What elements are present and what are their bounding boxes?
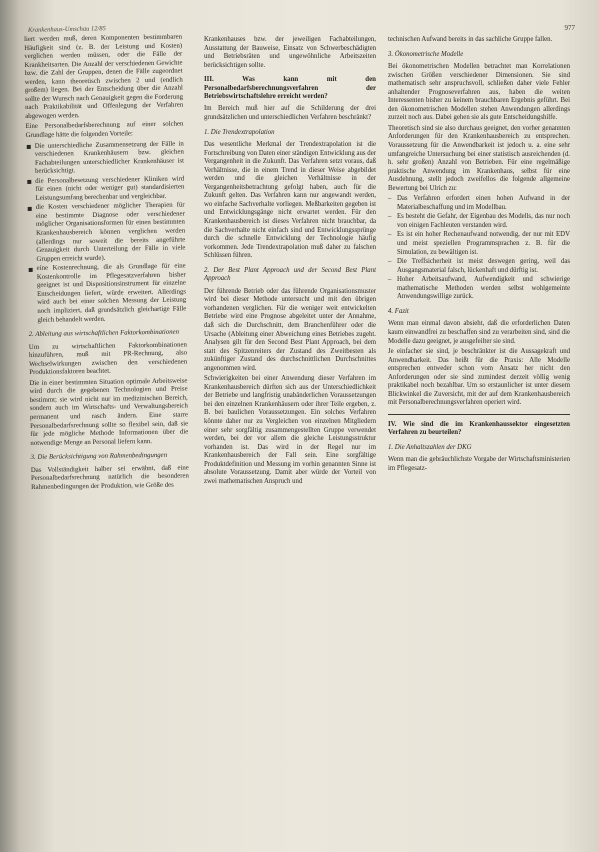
paragraph: Theoretisch sind sie also durchaus geeignet, den vorher genannten Anforderungen für den Krankenhausbereich zu entsprechen. Voraussetzung für die Anwendbarkeit ist jedoch u. a. eine sehr umfangreiche Untersuchung bei einer statistisch ausreichenden (d. h. sehr großen) Anzahl von Betrieben. Für eine regelmäßige praktische Anwendung im Krankenhaus, selbst für eine Ausdehnung, stellt jedoch zweifellos die folgende allgemeine Bewertung bei Ulrich zu:: [388, 124, 570, 192]
section-heading: IV. Wie sind die im Krankenhaussektor eingesetzten Verfahren zu beurteilen?: [388, 420, 570, 437]
paragraph: Das Vollständigkeit halber sei erwähnt, daß eine Personalbedarfsrechnung natürlich die besonderen Rahmenbedingungen der Produktion, wie Größe des: [30, 464, 189, 491]
paragraph: Bei ökonometrischen Modellen betrachtet man Korrelationen zwischen Größen verschiedener Dimensionen. Sie sind mathematisch sehr anspruchsvoll, schließen daher viele Fehler anhaltender Prognoseverfahren aus, haben die weiten Interessenten bisher zu keinem brauchbaren Ergebnis geführt. Bei den ökonometrischen Modellen stehen Anwendungen allerdings zurzeit noch aus. Dabei gehen sie als gute Entscheidungshilfe.: [388, 63, 570, 122]
column-middle: [204, 36, 376, 488]
dash-item: – Es besteht die Gefahr, der Eigenbau des Modells, das nur noch von einigen Fachleuten verstanden wird.: [388, 213, 570, 230]
page-number: 977: [564, 24, 575, 32]
paragraph: Um zu wirtschaftlichen Faktorkombinationen hinzuführen, muß mit PR-Rechnung, also Wechselwirkungen zwischen den verschiedenen Produktionsfaktoren beachtet.: [28, 341, 188, 377]
paragraph: Je einfacher sie sind, je beschränkter ist die Aussagekraft und Anwendbarkeit. Das heißt für die Praxis: Alle Modelle entsprechen entweder schon vom Ansatz her nicht den Anforderungen oder sie sind zumindest derzeit völlig wenig praktikabel noch bezahlbar. Um so erstaunlicher ist unter diesem Blickwinkel die Zuversicht, mit der auf dem Krankenhausbereich mit Personalberechnungsverfahren operiert wird.: [388, 348, 570, 407]
paragraph: Im Bereich muß hier auf die Schilderung der drei grundsätzlichen und unterschiedlichen Verfahren beschränkt?: [204, 105, 376, 121]
bullet-item: die Personalbesetzung verschiedener Kliniken wird für einen (nicht oder weniger gut) standardisierten Leistungsumfang berechenbar und vergleichbar.: [26, 175, 184, 203]
paragraph: liert werden muß, deren Komponenten bestimmbaren Häufigkeit sind (z. B. der Leistung und Kosten) verglichen werden müssen, oder die Fälle der Krankheitsarten. Die Anzahl der verschiedenen Gewichte bzw. die Zahl der Gruppen, denen die Fälle zugeordnet werden, kann theoretisch zwischen 2 und (endlich großem) liegen. Bei der Entscheidung über die Anzahl sollte der Wunsch nach Genauigkeit gegen die Forderung nach Praktikabilität und Offenlegung der Verfahren abgewogen werden.: [24, 33, 184, 120]
paragraph: Wenn man einmal davon absieht, daß die erforderlichen Daten kaum einwandfrei zu beschaffen sind zu verarbeiten sind, sind die Modelle dazu geeignet, je ausgefeilter sie sind.: [388, 320, 570, 345]
paragraph: Eine Personalbedarfsberechnung auf einer solchen Grundlage hätte die folgenden Vorteile:: [25, 120, 184, 140]
subsection-heading: 2. Ableitung aus wirtschaftlichen Faktorkombinationen: [28, 328, 180, 339]
dash-item: – Es ist ein hoher Rechenaufwand notwendig, der nur mit EDV und meist speziellen Programmsprachen z. B. für die Simulation, zu bewältigen ist.: [388, 231, 570, 257]
bullet-item: Die unterschiedliche Zusammensetzung der Fälle in verschiedenen Krankenhäusern bzw. gleichen Fachabteilungen unterschiedlicher Krankenhäuser ist berücksichtigt.: [26, 140, 185, 177]
section-divider: [388, 414, 570, 415]
dash-item: – Die Treffsicherheit ist meist deswegen gering, weil das Ausgangsmaterial falsch, lückenhaft und dürftig ist.: [388, 258, 570, 275]
subsection-heading: 3. Die Berücksichtigung von Rahmenbedingungen: [30, 451, 168, 462]
bullet-item: die Kosten verschiedener möglicher Therapien für eine bestimmte Diagnose oder verschiedener möglicher Organisationsformen für einen bestimmten Krankenhausbereich können verglichen werden (allerdings nur soweit die bereits angeführte Genauigkeit durch Unterteilung der Fälle in viele Gruppen erreicht wurde).: [27, 202, 186, 264]
column-left: [24, 34, 189, 495]
subsection-heading: 1. Die Anhaltszahlen der DKG: [388, 443, 472, 451]
bullet-item: eine Kostenrechnung, die als Grundlage für eine Kostenkontrolle im Pflegesatzverfahren bisher geeignet ist und Dispositionsinstrument für einzelne Entscheidungen liefert, würde erweitert. Allerdings wird auch bei einer solchen Messung der Leistung noch impliziert, daß grundsätzlich gleichartige Fälle gleich behandelt werden.: [28, 263, 187, 325]
subsection-heading: 4. Fazit: [388, 307, 409, 315]
paragraph: Schwierigkeiten bei einer Anwendung dieser Verfahren im Krankenhausbereich dürften sich aus der Unterschiedlichkeit der Betriebe und langfristig unabänderlichen Voraussetzungen bei den einzelnen Krankenhäusern oder ihrer Teile ergeben, z. B. bei baulichen Voraussetzungen. Ein solches Verfahren könnte daher nur zu Vergleichen von einzelnen Mitgliedern einer sehr sorgfältig zusammengestellten Gruppe verwendet werden, bei der vor allem die gleiche Leistungsstruktur vorhanden ist. Das wird in der Regel nur im Krankenhausbereich der Fall sein. Eine sorgfältige Produktdefinition und Messung im vorhin genannten Sinne ist absolute Voraussetzung. Damit aber würde der Vorteil von zwei mathematischen Anspruch und: [204, 375, 376, 485]
subsection-heading: 3. Ökonometrische Modelle: [388, 50, 464, 58]
paragraph: technischen Aufwand bereits in das sachliche Gruppe fallen.: [388, 36, 553, 43]
section-heading: III. Was kann mit den Personalbedarfsberechnungsverfahren der Betriebswirtschaftslehre erreicht werden?: [204, 76, 376, 100]
dash-item: – Das Verfahren erfordert einen hohen Aufwand in der Materialbeschaffung und im Modellbau.: [388, 195, 570, 212]
paragraph: Das wesentliche Merkmal der Trendextrapolation ist die Fortschreibung von Daten einer ständigen Entwicklung aus der Vergangenheit in die Zukunft. Das Verfahren setzt voraus, daß Verhältnisse, die in einem Trend in dieser Weise abgebildet werden und die gleichen Verhältnisse in der Vergangenheitsbetrachtung gefolgt haben, auch für die Zukunft gelten. Das Verfahren kann nur angewandt werden, wo einfache Sachverhalte vorliegen. Meßbarkeiten gegeben ist und Entwicklungsgänge nicht erwartet werden. Für den Krankenhausbereich ist dieses Verfahren nicht brauchbar, da die Sachverhalte nicht einfach sind und Entwicklungssprünge durch die schnelle Entwicklung der Technologie häufig vorkommen. Jede Trendextrapolation muß daher zu falschen Schlüssen führen.: [204, 141, 376, 260]
paragraph: Die in einer bestimmten Situation optimale Arbeitsweise wird durch die gegebenen Technologien und Preise bestimmt; sie wird nicht nur im medizinischen Bereich, sondern auch im Wirtschafts- und Verwaltungsbereich permanent und rasch ändern. Eine starre Personalbedarfsrechnung sollte so flexibel sein, daß sie für jede mögliche Methode Informationen über die notwendige Menge an Personal liefern kann.: [29, 377, 189, 447]
running-head: Krankenhaus-Umschau 12/85: [27, 25, 106, 34]
subsection-heading: 1. Die Trendextrapolation: [204, 128, 275, 136]
dash-item: – Hoher Arbeitsaufwand, Aufwendigkeit und schwierige mathematische Methoden werden selbst wohlgemeinte Anwendungswillige zurück.: [388, 276, 570, 302]
paragraph: Krankenhauses bzw. der jeweiligen Fachabteilungen, Ausstattung der Bauweise, Einsatz von Schwerbeschädigten und Betriebsräten und ungewöhnliche Arbeitszeiten berücksichtigen sollte.: [204, 36, 376, 69]
subsection-heading: 2. Der Best Plant Approach und der Second Best Plant Approach: [204, 266, 376, 283]
column-right: [388, 36, 570, 475]
paragraph: Wenn man die gebräuchlichste Vorgabe der Wirtschaftsministerien im Pflegesatz-: [388, 456, 570, 472]
paragraph: Der führende Betrieb oder das führende Organisationsmuster wird bei dieser Methode untersucht und mit den übrigen vorhandenen verglichen. Für die weniger weit entwickelten Betriebe wird eine Prognose abgeleitet unter der Annahme, daß sich die Durchschnitt, dem Branchenführer oder die Ursache (Ableitung einer Abweichung eines Betriebes zugeht. Analysen gilt für den Second Best Plant Approach, bei dem statt des Spitzenreiters der Zustand des Zweitbesten als zukünftiger Zustand des durchschnittlichen Durchschnittes angenommen wird.: [204, 287, 376, 372]
